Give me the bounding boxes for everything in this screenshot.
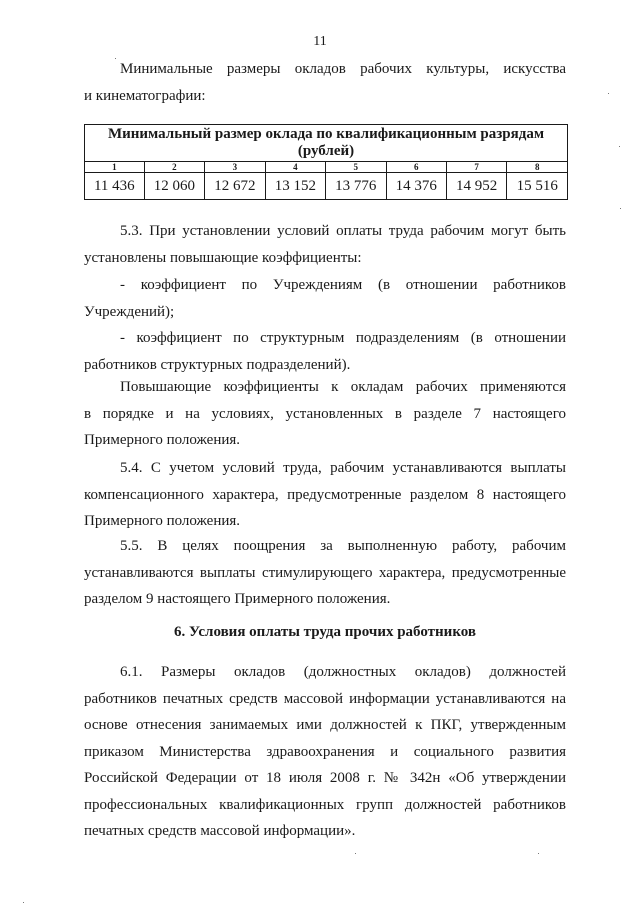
text-line: 5.5. В целях поощрения за выполненную работу, рабочим (120, 538, 566, 554)
paragraph-5-5 (84, 533, 566, 613)
paragraph-5-3 (84, 218, 566, 271)
salary-cell: 11 436 (85, 173, 145, 200)
text-line: Примерного положения. (84, 513, 241, 529)
grade-cell: 1 (85, 162, 145, 173)
grade-cell: 2 (144, 162, 204, 173)
text-line: профессиональных квалификационных групп должностей работников (84, 796, 566, 813)
salary-cell: 13 152 (265, 173, 325, 200)
text-line: разделом 9 настоящего Примерного положения. (84, 591, 391, 607)
salary-cell: 13 776 (326, 173, 386, 200)
text-line: работников структурных подразделений). (84, 356, 351, 373)
list-item-coefficient-departments (84, 325, 566, 378)
salary-table-header: Минимальный размер оклада по квалификационным разрядам (рублей) (85, 125, 568, 162)
text-line: Минимальные размеры окладов рабочих культуры, искусства (120, 61, 566, 77)
grade-cell: 3 (205, 162, 265, 173)
text-line: Российской Федерации от 18 июля 2008 г. № 342н «Об утверждении (84, 770, 566, 786)
text-line: и кинематографии: (84, 87, 206, 104)
text-line: устанавливаются выплаты стимулирующего характера, предусмотренные (84, 564, 566, 581)
text-line: - коэффициент по Учреждениям (в отношении работников (120, 277, 566, 293)
grade-cell: 7 (446, 162, 506, 173)
text-line: Примерного положения. (84, 432, 241, 448)
intro-paragraph (84, 56, 566, 109)
salary-table (84, 124, 568, 200)
grade-cell: 5 (326, 162, 386, 173)
page-number: 11 (313, 34, 327, 49)
list-item-coefficient-institutions (84, 272, 566, 325)
text-line: Учреждений); (84, 303, 175, 320)
text-line: 6.1. Размеры окладов (должностных окладов) должностей (120, 664, 566, 680)
grade-cell: 8 (507, 162, 568, 173)
text-line: печатных средств массовой информации». (84, 823, 356, 839)
grade-row (85, 162, 568, 173)
text-line: 5.3. При установлении условий оплаты труда рабочим могут быть (120, 223, 566, 239)
text-line: основе отнесения занимаемых ими должностей к ПКГ, утвержденным (84, 717, 566, 733)
paragraph-coefficients (84, 374, 566, 454)
text-line: - коэффициент по структурным подразделениям (в отношении (120, 330, 566, 346)
paragraph-5-4 (84, 455, 566, 535)
text-line: в порядке и на условиях, установленных в разделе 7 настоящего (84, 405, 566, 422)
text-line: работников печатных средств массовой информации устанавливаются на (84, 690, 566, 707)
salary-cell: 12 060 (144, 173, 204, 200)
grade-cell: 4 (265, 162, 325, 173)
text-line: 5.4. С учетом условий труда, рабочим устанавливаются выплаты (120, 460, 566, 476)
salary-cell: 14 952 (446, 173, 506, 200)
section-6-heading: 6. Условия оплаты труда прочих работников (173, 624, 476, 640)
salary-cell: 12 672 (205, 173, 265, 200)
text-line: компенсационного характера, предусмотренные разделом 8 настоящего (84, 486, 566, 503)
text-line: установлены повышающие коэффициенты: (84, 249, 362, 266)
text-line: Повышающие коэффициенты к окладам рабочих применяются (120, 379, 566, 395)
salary-cell: 15 516 (507, 173, 568, 200)
salary-row (85, 173, 568, 200)
salary-cell: 14 376 (386, 173, 446, 200)
grade-cell: 6 (386, 162, 446, 173)
paragraph-6-1 (84, 659, 566, 845)
text-line: приказом Министерства здравоохранения и социального развития (84, 743, 566, 760)
